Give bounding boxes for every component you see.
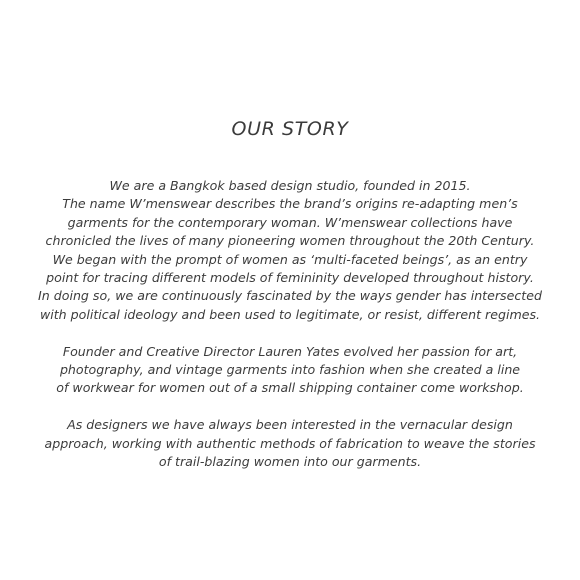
story-line: garments for the contemporary woman. W’menswear collections have — [67, 214, 513, 230]
page-title: OUR STORY — [231, 118, 349, 140]
story-line: photography, and vintage garments into fashion when she created a line — [59, 362, 521, 378]
story-line: point for tracing different models of femininity developed throughout history. — [46, 270, 534, 286]
story-line: In doing so, we are continuously fascinated by the ways gender has intersected — [38, 288, 542, 304]
story-line: The name W’menswear describes the brand’s origins re-adapting men’s — [62, 196, 518, 212]
story-line: of workwear for women out of a small shipping container come workshop. — [56, 380, 524, 396]
story-line: of trail-blazing women into our garments. — [158, 454, 422, 470]
story-paragraph-2 — [30, 343, 550, 398]
story-line: Founder and Creative Director Lauren Yates evolved her passion for art, — [62, 343, 518, 359]
story-line: We are a Bangkok based design studio, founded in 2015. — [109, 178, 471, 193]
story-body — [30, 177, 550, 490]
story-line: approach, working with authentic methods of fabrication to weave the stories — [44, 435, 536, 451]
story-line: We began with the prompt of women as ‘multi-faceted beings’, as an entry — [52, 251, 528, 267]
story-paragraph-1 — [30, 177, 550, 324]
story-line: chronicled the lives of many pioneering women throughout the 20th Century. — [45, 233, 535, 249]
story-line: As designers we have always been interested in the vernacular design — [67, 417, 513, 433]
story-line: with political ideology and been used to legitimate, or resist, different regimes. — [39, 306, 541, 322]
story-paragraph-3 — [30, 416, 550, 471]
